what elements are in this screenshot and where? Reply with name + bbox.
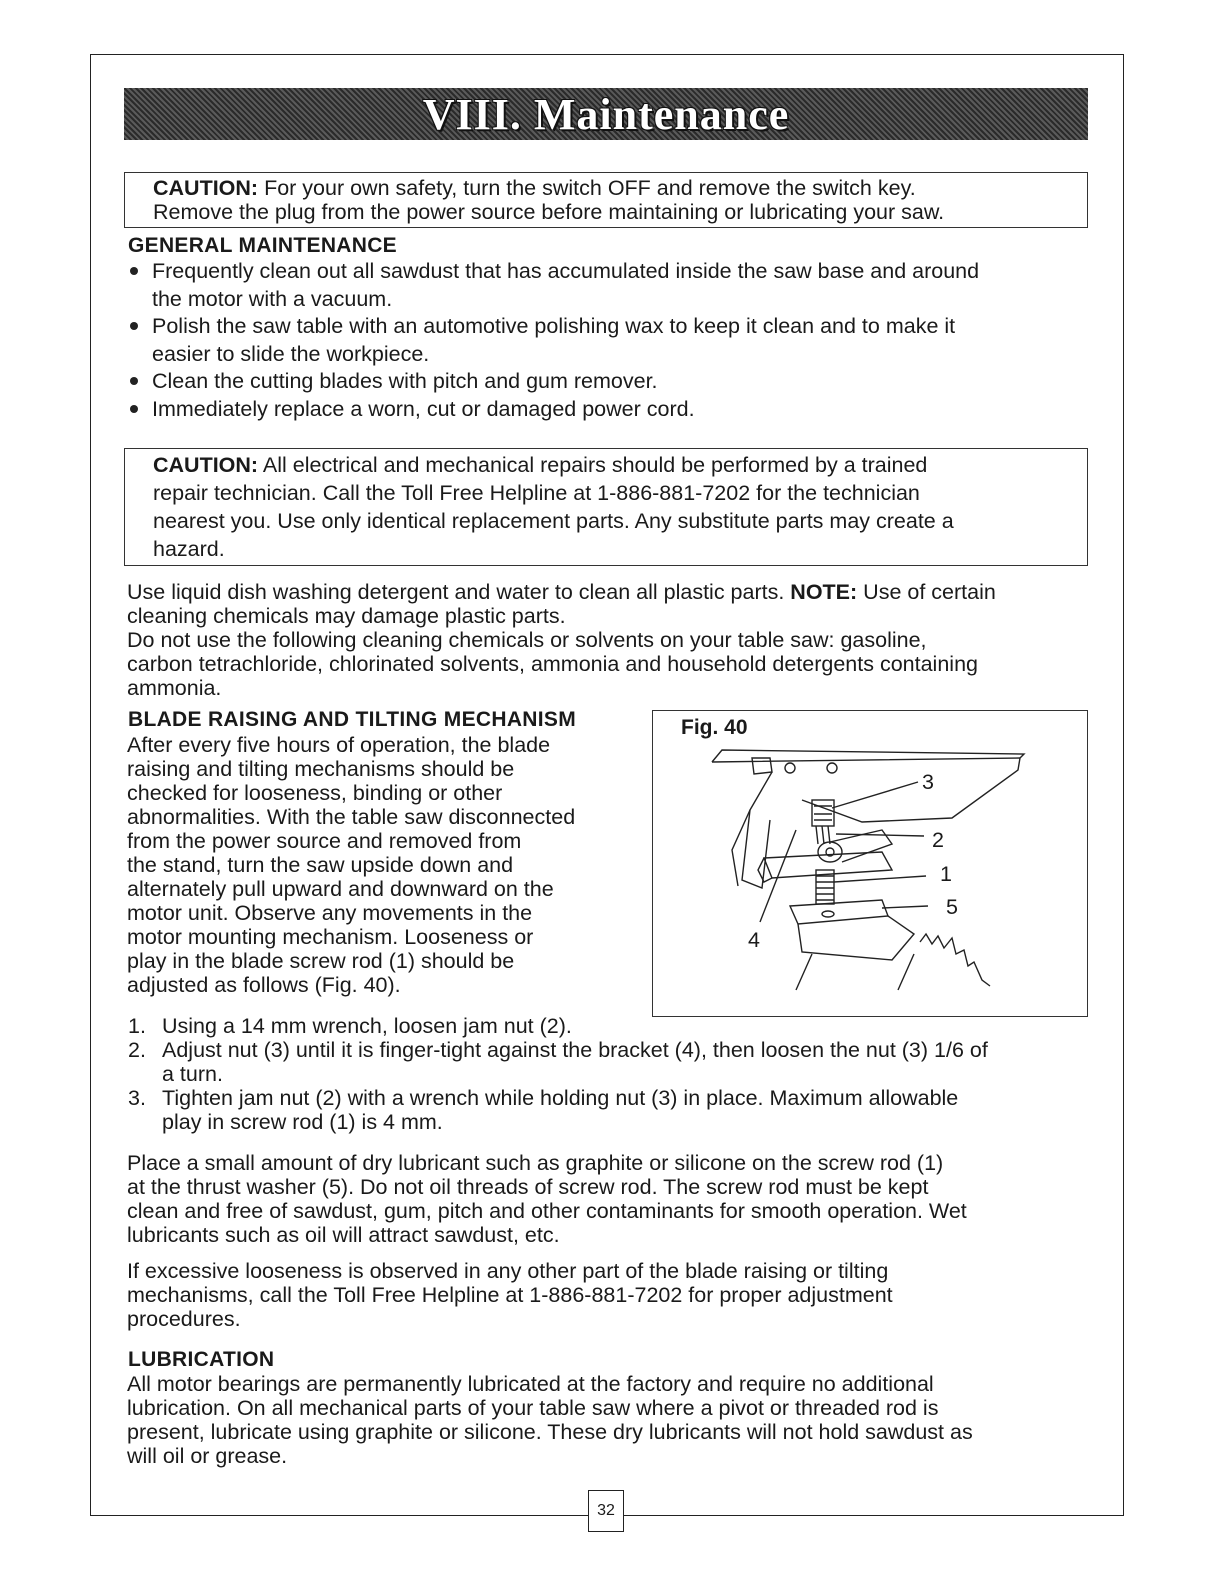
step-3-line-2: play in screw rod (1) is 4 mm. [162, 1110, 443, 1134]
general-maintenance-heading: GENERAL MAINTENANCE [128, 234, 397, 257]
step-2-line-2: a turn. [162, 1062, 223, 1086]
blade-text-line: the stand, turn the saw upside down and [127, 853, 514, 877]
lubrication-heading: LUBRICATION [128, 1348, 275, 1371]
lube-para-line-3: clean and free of sawdust, gum, pitch and other contaminants for smooth operation. Wet [127, 1199, 967, 1223]
cleaning-line-5: ammonia. [127, 676, 222, 700]
blade-text-line: checked for looseness, binding or other [127, 781, 503, 805]
general-bullet-3: Clean the cutting blades with pitch and gum remover. [152, 369, 658, 393]
lube-para-line-2: at the thrust washer (5). Do not oil threads of screw rod. The screw rod must be kept [127, 1175, 929, 1199]
cleaning-line-4: carbon tetrachloride, chlorinated solvents, ammonia and household detergents containing [127, 652, 978, 676]
loose-para-line-3: procedures. [127, 1307, 241, 1331]
step-number: 3. [128, 1086, 146, 1110]
blade-text-line: After every five hours of operation, the blade [127, 733, 551, 757]
blade-text-line: raising and tilting mechanisms should be [127, 757, 515, 781]
lube-para-line-1: Place a small amount of dry lubricant such as graphite or silicone on the screw rod (1) [127, 1151, 944, 1175]
bullet-icon [130, 405, 138, 413]
loose-para-line-1: If excessive looseness is observed in any other part of the blade raising or tilting [127, 1259, 889, 1283]
caution-2-line-1: CAUTION: All electrical and mechanical repairs should be performed by a trained [153, 453, 928, 477]
blade-mechanism-heading: BLADE RAISING AND TILTING MECHANISM [128, 708, 576, 731]
blade-text-line: play in the blade screw rod (1) should be [127, 949, 515, 973]
general-bullet-4: Immediately replace a worn, cut or damaged power cord. [152, 397, 695, 421]
blade-text-line: motor mounting mechanism. Looseness or [127, 925, 534, 949]
caution-1-line-2: Remove the plug from the power source before maintaining or lubricating your saw. [153, 200, 945, 224]
caution-2-line-3: nearest you. Use only identical replacement parts. Any substitute parts may create a [153, 509, 954, 533]
blade-text-line: adjusted as follows (Fig. 40). [127, 973, 401, 997]
step-1: Using a 14 mm wrench, loosen jam nut (2). [162, 1014, 572, 1038]
callout-3: 3 [922, 770, 934, 794]
step-number: 1. [128, 1014, 146, 1038]
cleaning-line-1: Use liquid dish washing detergent and water to clean all plastic parts. NOTE: Use of certain [127, 580, 996, 604]
figure-40-title: Fig. 40 [681, 716, 748, 739]
general-bullet-1-line-1: Frequently clean out all sawdust that has accumulated inside the saw base and around [152, 259, 980, 283]
loose-para-line-2: mechanisms, call the Toll Free Helpline at 1-886-881-7202 for proper adjustment [127, 1283, 893, 1307]
lube-para-line-4: lubricants such as oil will attract sawdust, etc. [127, 1223, 560, 1247]
bullet-icon [130, 267, 138, 275]
step-number: 2. [128, 1038, 146, 1062]
section-title: VIII. Maintenance [422, 89, 790, 139]
callout-1: 1 [940, 862, 952, 886]
caution-2-line-2: repair technician. Call the Toll Free Helpline at 1-886-881-7202 for the technician [153, 481, 920, 505]
cleaning-line-2: cleaning chemicals may damage plastic parts. [127, 604, 566, 628]
lubrication-line-2: lubrication. On all mechanical parts of your table saw where a pivot or threaded rod is [127, 1396, 939, 1420]
lubrication-line-4: will oil or grease. [127, 1444, 288, 1468]
callout-2: 2 [932, 828, 944, 852]
caution-2-line-4: hazard. [153, 537, 225, 561]
section-banner [124, 88, 1088, 140]
callout-4: 4 [748, 928, 760, 952]
page-number-text: 32 [597, 1502, 615, 1519]
lubrication-line-3: present, lubricate using graphite or silicone. These dry lubricants will not hold sawdust as [127, 1420, 973, 1444]
cleaning-line-3: Do not use the following cleaning chemicals or solvents on your table saw: gasoline, [127, 628, 927, 652]
blade-text-line: from the power source and removed from [127, 829, 522, 853]
blade-text-line: alternately pull upward and downward on the [127, 877, 554, 901]
general-bullet-1-line-2: the motor with a vacuum. [152, 287, 393, 311]
blade-text-line: motor unit. Observe any movements in the [127, 901, 533, 925]
page-number [588, 1490, 624, 1532]
bullet-icon [130, 377, 138, 385]
blade-text-line: abnormalities. With the table saw disconnected [127, 805, 576, 829]
step-3-line-1: Tighten jam nut (2) with a wrench while holding nut (3) in place. Maximum allowable [162, 1086, 959, 1110]
blade-mechanism-illustration [652, 710, 1088, 1017]
lubrication-line-1: All motor bearings are permanently lubricated at the factory and require no additional [127, 1372, 934, 1396]
general-bullet-2-line-1: Polish the saw table with an automotive polishing wax to keep it clean and to make it [152, 314, 956, 338]
general-bullet-2-line-2: easier to slide the workpiece. [152, 342, 430, 366]
step-2-line-1: Adjust nut (3) until it is finger-tight against the bracket (4), then loosen the nut (3) 1/6 of [162, 1038, 988, 1062]
caution-1-line-1: CAUTION: For your own safety, turn the switch OFF and remove the switch key. [153, 176, 916, 200]
bullet-icon [130, 322, 138, 330]
callout-5: 5 [946, 895, 958, 919]
